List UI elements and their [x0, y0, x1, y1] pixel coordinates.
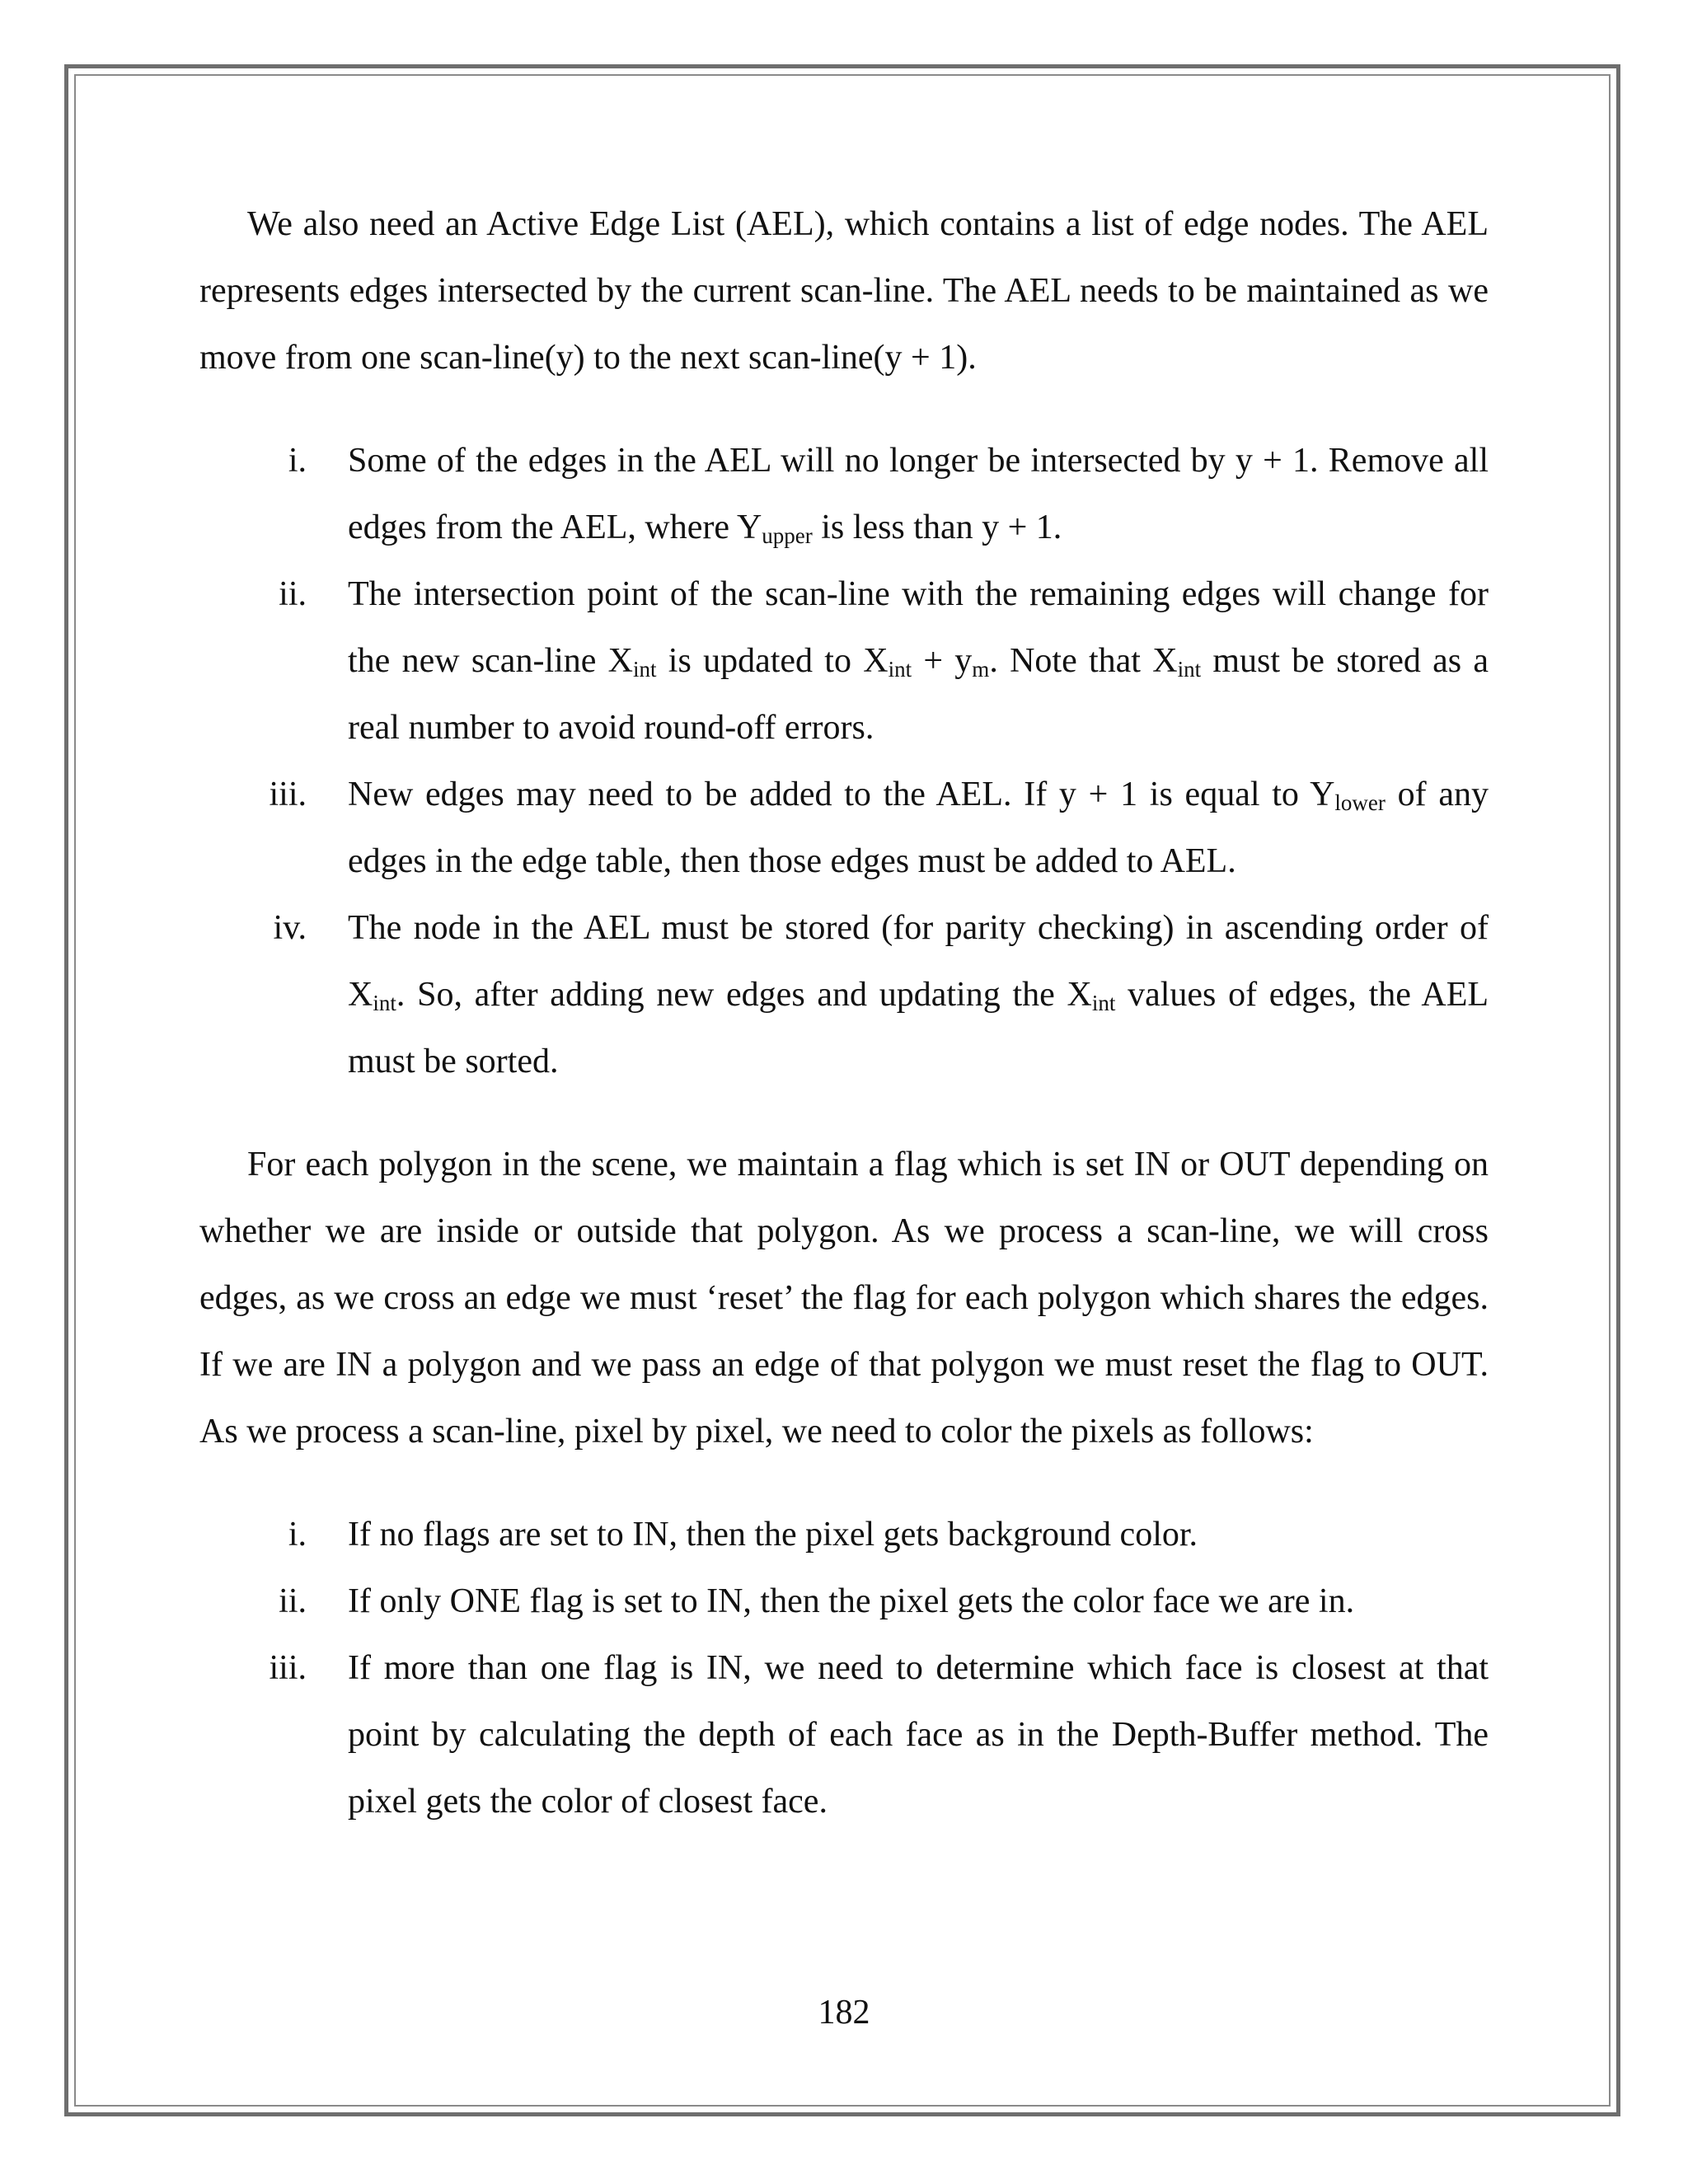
subscript: int: [633, 657, 657, 682]
list-item-number: i.: [288, 442, 307, 480]
list-item: [199, 561, 1489, 762]
ael-maintenance-list: [199, 428, 1489, 1095]
subscript: int: [1177, 657, 1202, 682]
list-item-text: is updated to X: [656, 642, 889, 680]
list-item-text: New edges may need to be added to the AEL. If y + 1 is equal to Y: [348, 776, 1335, 813]
list-item-number: ii.: [279, 575, 307, 613]
page-number: 182: [818, 1994, 870, 2032]
list-item-text: is less than y + 1.: [812, 509, 1062, 546]
list-item: [199, 762, 1489, 895]
subscript: int: [1091, 991, 1116, 1015]
subscript: int: [373, 991, 396, 1015]
list-item: [199, 1568, 1489, 1635]
paragraph-ael-intro: We also need an Active Edge List (AEL), which contains a list of edge nodes. The AEL represents edges intersected by the current scan-line. The AEL needs to be maintained as we move from one scan-line(y) to the next scan-line(y + 1).: [199, 205, 1489, 377]
list-item-number: iv.: [273, 909, 307, 947]
list-item-text: If only ONE flag is set to IN, then the pixel gets the color face we are in.: [348, 1582, 1355, 1620]
list-item-text: values of edges, the AEL must be sorted.: [348, 976, 1489, 1080]
spacer: [199, 391, 1489, 428]
subscript: m: [972, 657, 990, 682]
list-item-text: The node in the AEL must be stored (for parity checking) in ascending order of X: [348, 909, 1489, 1014]
list-item-number: iii.: [269, 1649, 307, 1687]
list-item: [199, 428, 1489, 561]
list-item-number: iii.: [269, 776, 307, 813]
list-item: [199, 1635, 1489, 1835]
list-item-text: must be stored as a real number to avoid round-off errors.: [348, 642, 1489, 747]
list-item-text: The intersection point of the scan-line with the remaining edges will change for the new scan-line X: [348, 575, 1489, 680]
paragraph-polygon-flags: For each polygon in the scene, we maintain a flag which is set IN or OUT depending on whether we are inside or outside that polygon. As we process a scan-line, we will cross edges, as we cross an edge we must ‘reset’ the flag for each polygon which shares the edges. If we are IN a polygon and we pass an edge of that polygon we must reset the flag to OUT. As we process a scan-line, pixel by pixel, we need to color the pixels as follows:: [199, 1146, 1489, 1451]
subscript: upper: [762, 523, 813, 548]
subscript: lower: [1334, 790, 1386, 815]
pixel-color-rules-list: [199, 1502, 1489, 1835]
list-item-text: If more than one flag is IN, we need to determine which face is closest at that point by calculating the depth of each face as in the Depth-Buffer method. The pixel gets the color of closest face.: [348, 1649, 1489, 1821]
list-item-number: ii.: [279, 1582, 307, 1620]
spacer: [199, 1095, 1489, 1132]
list-item-number: i.: [288, 1516, 307, 1554]
page-content: [199, 191, 1489, 1835]
subscript: int: [888, 657, 912, 682]
list-item: [199, 1502, 1489, 1568]
list-item-text: . Note that X: [989, 642, 1178, 680]
list-item-text: + y: [912, 642, 973, 680]
list-item-text: . So, after adding new edges and updating the X: [396, 976, 1092, 1014]
list-item: [199, 895, 1489, 1095]
spacer: [199, 1465, 1489, 1502]
list-item-text: If no flags are set to IN, then the pixel gets background color.: [348, 1516, 1198, 1554]
list-item-text: of any edges in the edge table, then those edges must be added to AEL.: [348, 776, 1489, 880]
list-item-text: Some of the edges in the AEL will no longer be intersected by y + 1. Remove all edges from the AEL, where Y: [348, 442, 1489, 546]
